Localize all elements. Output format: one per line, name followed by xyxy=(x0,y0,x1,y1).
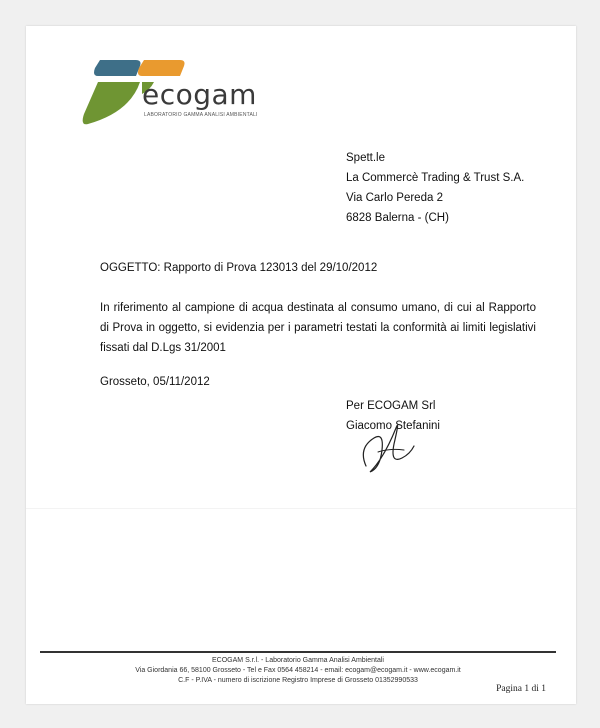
date-line: Grosseto, 05/11/2012 xyxy=(100,376,210,388)
recipient-salutation: Spett.le xyxy=(346,152,385,164)
letterhead-footer xyxy=(40,656,556,686)
body-paragraph: In riferimento al campione di acqua destinata al consumo umano, di cui al Rapporto di Prova in oggetto, si evidenzia per i parametri testati la conformità ai limiti legislativi fissati dal D.Lgs 31/2001 xyxy=(100,302,536,354)
footer-line-3: C.F - P.IVA - numero di iscrizione Registro Imprese di Grosseto 01352990533 xyxy=(178,677,418,684)
footer-line-2: Via Giordania 66, 58100 Grosseto - Tel e Fax 0564 458214 - email: ecogam@ecogam.it - www.ecogam.it xyxy=(135,667,461,674)
faint-divider xyxy=(26,508,576,509)
signer-name: Giacomo Stefanini xyxy=(346,420,440,432)
recipient-city: 6828 Balerna - (CH) xyxy=(346,212,449,224)
handwritten-signature xyxy=(344,408,434,478)
document-page xyxy=(26,26,576,704)
recipient-street: Via Carlo Pereda 2 xyxy=(346,192,443,204)
subject-line: OGGETTO: Rapporto di Prova 123013 del 29/10/2012 xyxy=(100,262,378,274)
logo-subtitle: LABORATORIO GAMMA ANALISI AMBIENTALI xyxy=(144,112,258,118)
recipient-address xyxy=(346,148,524,228)
signer-company: Per ECOGAM Srl xyxy=(346,400,436,412)
ecogam-logo xyxy=(78,56,258,128)
page-number: Pagina 1 di 1 xyxy=(496,684,546,694)
logo-wordmark: ecogam xyxy=(142,78,257,111)
footer-rule xyxy=(40,651,556,653)
footer-line-1: ECOGAM S.r.l. - Laboratorio Gamma Analisi Ambientali xyxy=(212,657,384,664)
recipient-company: La Commercè Trading & Trust S.A. xyxy=(346,172,525,184)
